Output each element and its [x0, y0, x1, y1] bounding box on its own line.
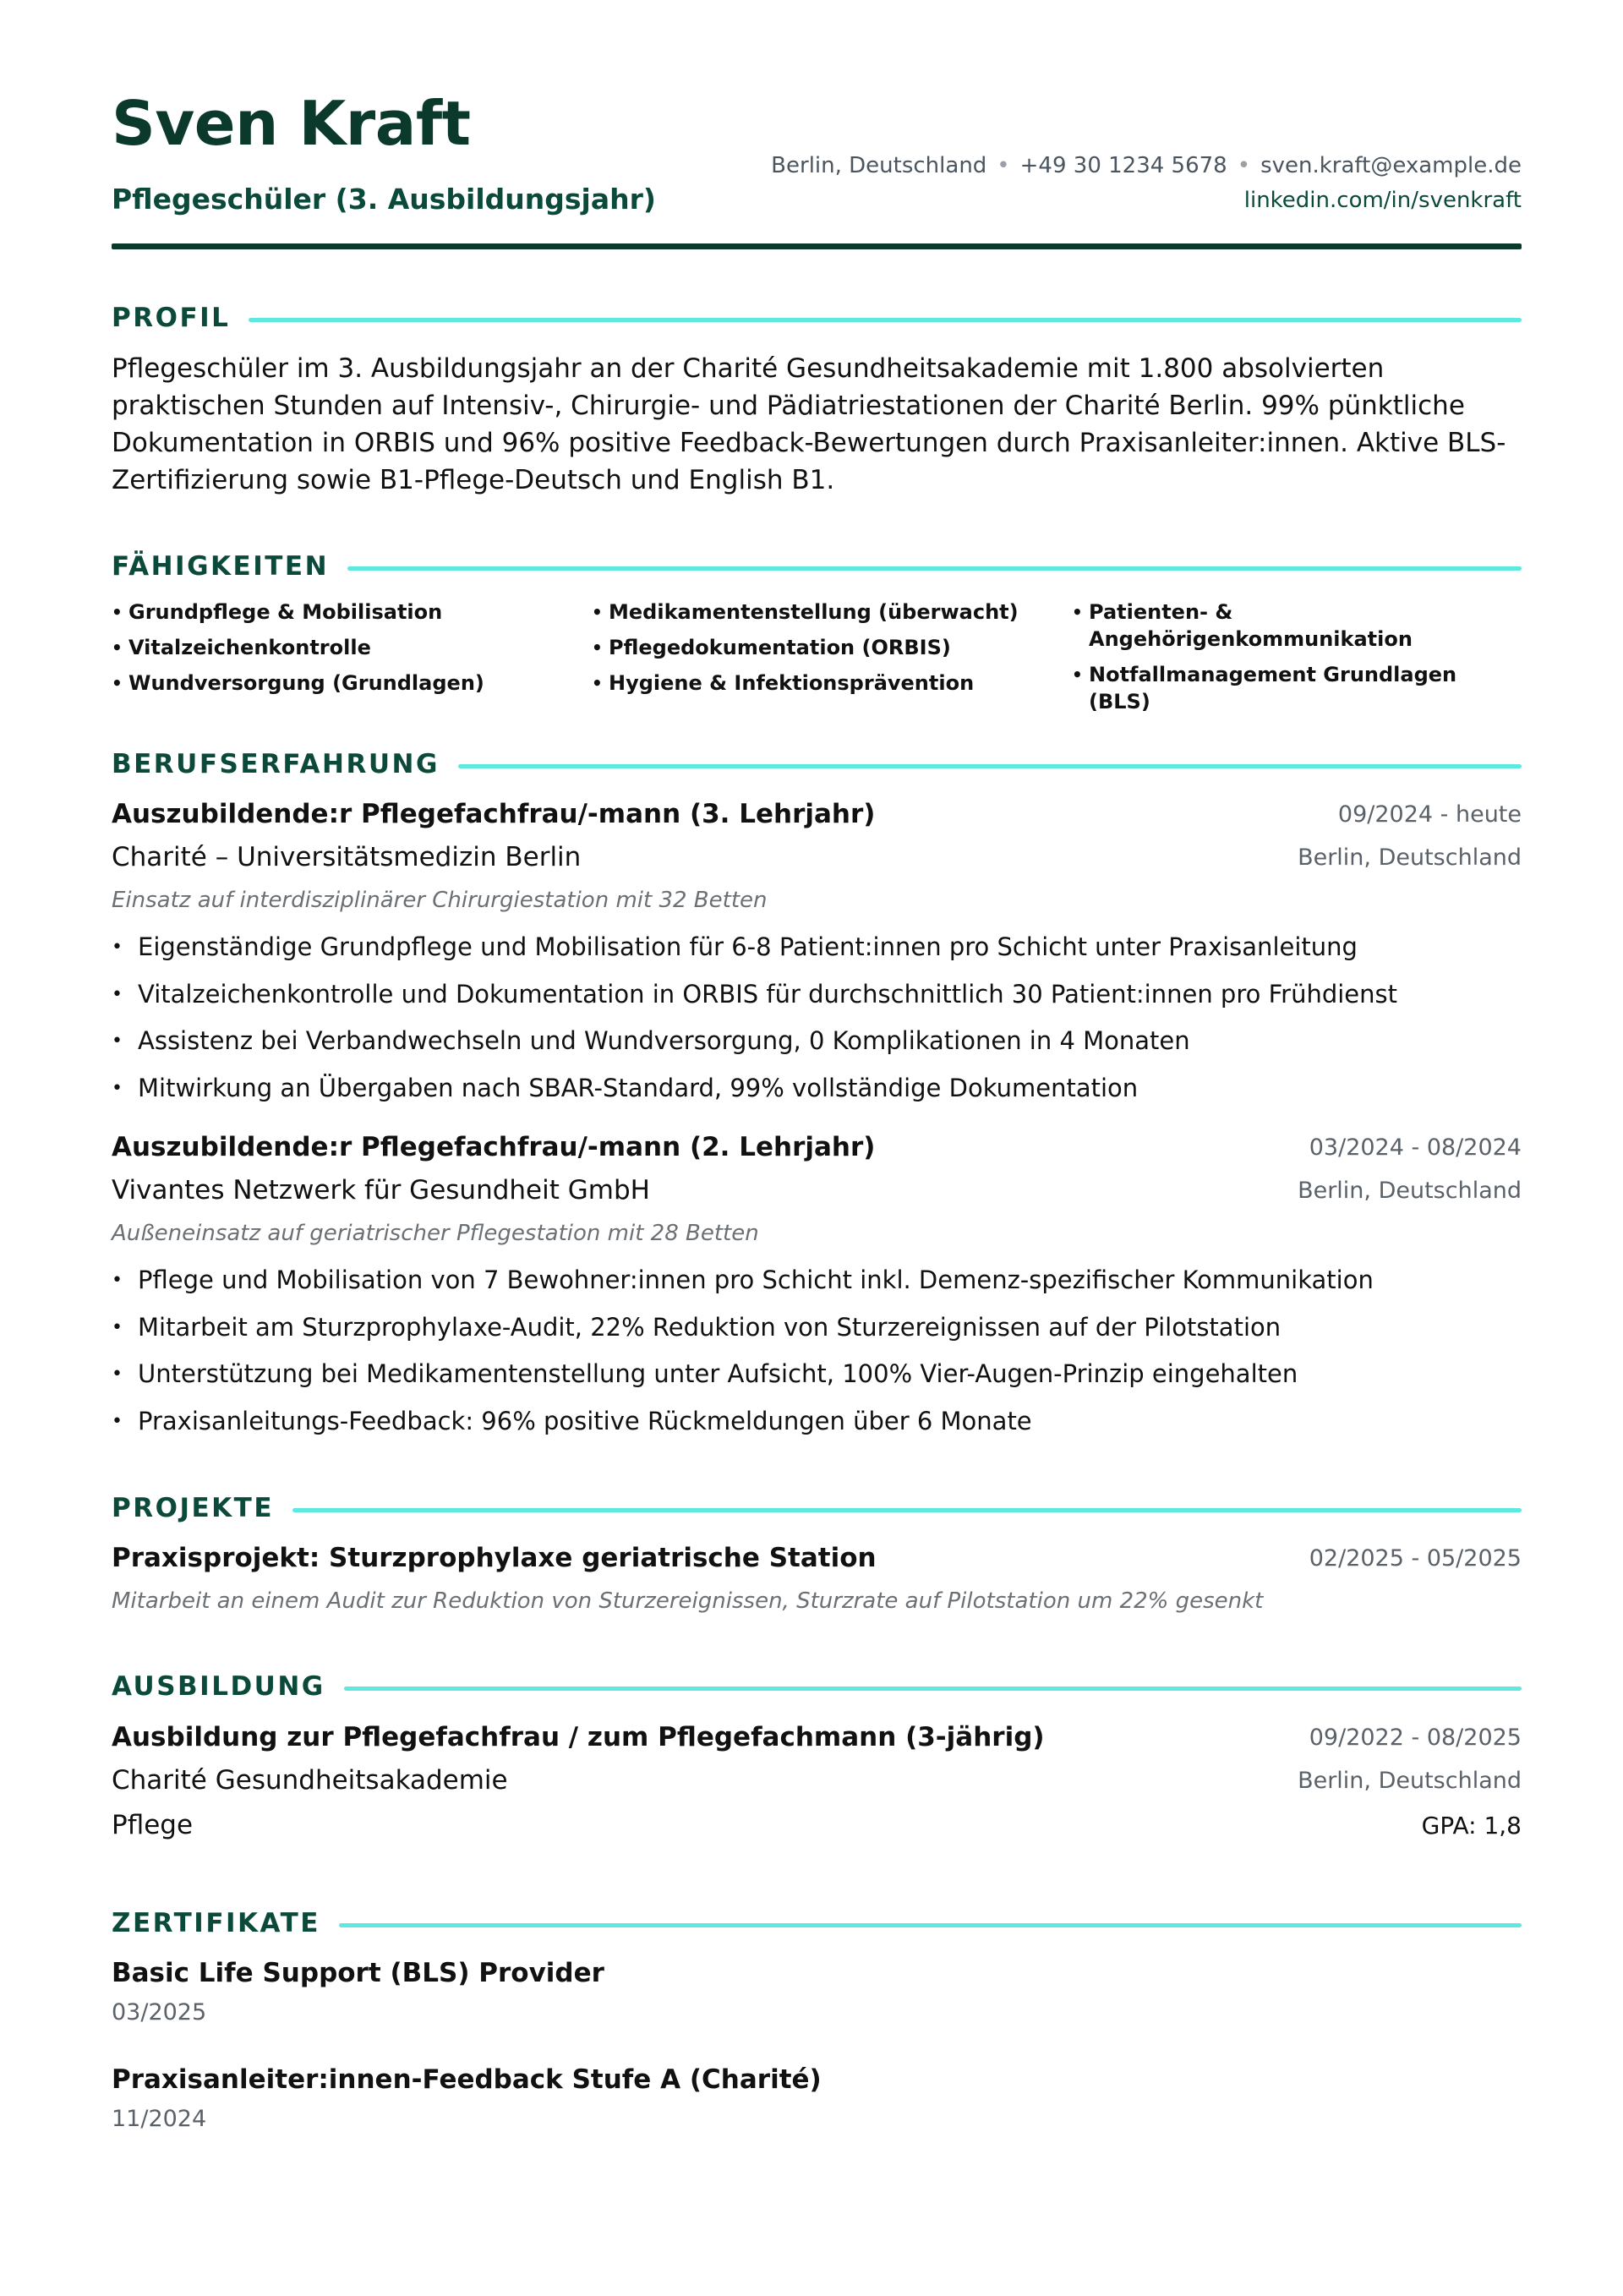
job-location: Berlin, Deutschland: [1298, 845, 1522, 871]
skill-item: • Pflegedokumentation (ORBIS): [592, 634, 1072, 661]
section-experience-heading: [112, 747, 1522, 781]
header-divider: [112, 243, 1522, 249]
job-bullet: • Eigenständige Grundpflege und Mobilisation für 6-8 Patient:innen pro Schicht unter Praxisanleitung: [112, 924, 1522, 971]
job-bullet: • Mitwirkung an Übergaben nach SBAR-Standard, 99% vollständige Dokumentation: [112, 1065, 1522, 1112]
contact-email[interactable]: sven.kraft@example.de: [1260, 153, 1522, 178]
job-note: Außeneinsatz auf geriatrischer Pflegestation mit 28 Betten: [112, 1221, 759, 1246]
job-dates: 09/2024 - heute: [1337, 801, 1522, 828]
skill-item: • Patienten- & Angehörigenkommunikation: [1072, 599, 1427, 653]
header: [112, 0, 1522, 254]
candidate-name: Sven Kraft: [112, 88, 471, 159]
skills-column: [112, 599, 592, 724]
project-note: Mitarbeit an einem Audit zur Reduktion von Sturzereignissen, Sturzrate auf Pilotstation um 22% gesenkt: [112, 1588, 1264, 1614]
project-entry: [112, 1537, 1522, 1623]
job-title: Auszubildende:r Pflegefachfrau/-mann (3. Lehrjahr): [112, 799, 876, 829]
skill-item: • Wundversorgung (Grundlagen): [112, 670, 592, 697]
education-field: Pflege: [112, 1810, 194, 1840]
skill-item: • Vitalzeichenkontrolle: [112, 634, 592, 661]
job-bullets: [112, 1257, 1522, 1445]
candidate-subtitle: Pflegeschüler (3. Ausbildungsjahr): [112, 183, 656, 216]
job-title: Auszubildende:r Pflegefachfrau/-mann (2. Lehrjahr): [112, 1132, 876, 1162]
skills-column: [592, 599, 1072, 724]
certificate-entry: [112, 2058, 1522, 2138]
certificate-entry: [112, 1952, 1522, 2031]
separator-dot: •: [997, 153, 1010, 178]
job-employer: Charité – Universitätsmedizin Berlin: [112, 842, 582, 872]
education-dates: 09/2022 - 08/2025: [1309, 1725, 1522, 1751]
education-title: Ausbildung zur Pflegefachfrau / zum Pflegefachmann (3-jährig): [112, 1722, 1045, 1752]
section-rule: [249, 318, 1522, 322]
section-projects-heading: [112, 1491, 1522, 1525]
section-rule: [344, 1686, 1522, 1691]
education-institution: Charité Gesundheitsakademie: [112, 1765, 508, 1796]
section-profile-heading: [112, 301, 1522, 335]
job-note: Einsatz auf interdisziplinärer Chirurgiestation mit 32 Betten: [112, 888, 768, 913]
job-location: Berlin, Deutschland: [1298, 1178, 1522, 1204]
contact-info: [771, 149, 1522, 218]
education-location: Berlin, Deutschland: [1298, 1768, 1522, 1794]
job-dates: 03/2024 - 08/2024: [1309, 1134, 1522, 1161]
certificate-title: Basic Life Support (BLS) Provider: [112, 1958, 604, 1988]
section-rule: [292, 1508, 1522, 1512]
section-title: BERUFSERFAHRUNG: [112, 749, 440, 779]
education-entry: [112, 1716, 1522, 1847]
contact-linkedin[interactable]: linkedin.com/in/svenkraft: [1243, 188, 1522, 213]
skills-column: [1072, 599, 1522, 724]
section-education-heading: [112, 1670, 1522, 1703]
skill-item: • Grundpflege & Mobilisation: [112, 599, 592, 626]
section-title: FÄHIGKEITEN: [112, 551, 330, 582]
skill-item: • Notfallmanagement Grundlagen (BLS): [1072, 661, 1522, 715]
project-dates: 02/2025 - 05/2025: [1309, 1545, 1522, 1572]
job-bullet: • Vitalzeichenkontrolle und Dokumentation in ORBIS für durchschnittlich 30 Patient:innen pro Frühdienst: [112, 971, 1522, 1019]
contact-line-1: [771, 149, 1522, 183]
job-bullet: • Unterstützung bei Medikamentenstellung unter Aufsicht, 100% Vier-Augen-Prinzip eingehalten: [112, 1351, 1522, 1398]
section-rule: [339, 1923, 1522, 1927]
section-skills-heading: [112, 549, 1522, 583]
experience-entry: [112, 793, 1522, 1112]
certificate-date: 03/2025: [112, 1999, 207, 2025]
separator-dot: •: [1237, 153, 1251, 178]
job-employer: Vivantes Netzwerk für Gesundheit GmbH: [112, 1175, 650, 1205]
job-bullet: • Pflege und Mobilisation von 7 Bewohner:innen pro Schicht inkl. Demenz-spezifischer Kommunikation: [112, 1257, 1522, 1304]
section-certificates-heading: [112, 1906, 1522, 1940]
resume-page: [112, 0, 1522, 2132]
job-bullet: • Mitarbeit am Sturzprophylaxe-Audit, 22% Reduktion von Sturzereignissen auf der Pilotstation: [112, 1304, 1522, 1352]
profile-summary: Pflegeschüler im 3. Ausbildungsjahr an der Charité Gesundheitsakademie mit 1.800 absolvierten praktischen Stunden auf Intensiv-, Chirurgie- und Pädiatriestationen der Charité Berlin. 99% pünktliche Dokumentation in ORBIS und 96% positive Feedback-Bewertungen durch Praxisanleiter:innen. Aktive BLS-Zertifizierung sowie B1-Pflege-Deutsch und English B1.: [112, 353, 1506, 495]
section-title: PROJEKTE: [112, 1493, 274, 1523]
education-gpa: GPA: 1,8: [1421, 1812, 1522, 1840]
section-rule: [347, 566, 1522, 571]
job-bullet: • Praxisanleitungs-Feedback: 96% positive Rückmeldungen über 6 Monate: [112, 1398, 1522, 1446]
section-rule: [458, 764, 1522, 768]
certificate-title: Praxisanleiter:innen-Feedback Stufe A (Charité): [112, 2064, 822, 2095]
section-title: AUSBILDUNG: [112, 1671, 325, 1702]
section-title: ZERTIFIKATE: [112, 1908, 320, 1938]
job-bullet: • Assistenz bei Verbandwechseln und Wundversorgung, 0 Komplikationen in 4 Monaten: [112, 1018, 1522, 1065]
job-bullets: [112, 924, 1522, 1112]
experience-entry: [112, 1126, 1522, 1445]
skills-list: [112, 599, 1522, 724]
project-title: Praxisprojekt: Sturzprophylaxe geriatrische Station: [112, 1543, 877, 1573]
certificate-date: 11/2024: [112, 2106, 207, 2132]
contact-phone[interactable]: +49 30 1234 5678: [1019, 153, 1227, 178]
section-title: PROFIL: [112, 303, 231, 333]
skill-item: • Medikamentenstellung (überwacht): [592, 599, 1072, 626]
contact-location: Berlin, Deutschland: [771, 153, 987, 178]
skill-item: • Hygiene & Infektionsprävention: [592, 670, 1072, 697]
